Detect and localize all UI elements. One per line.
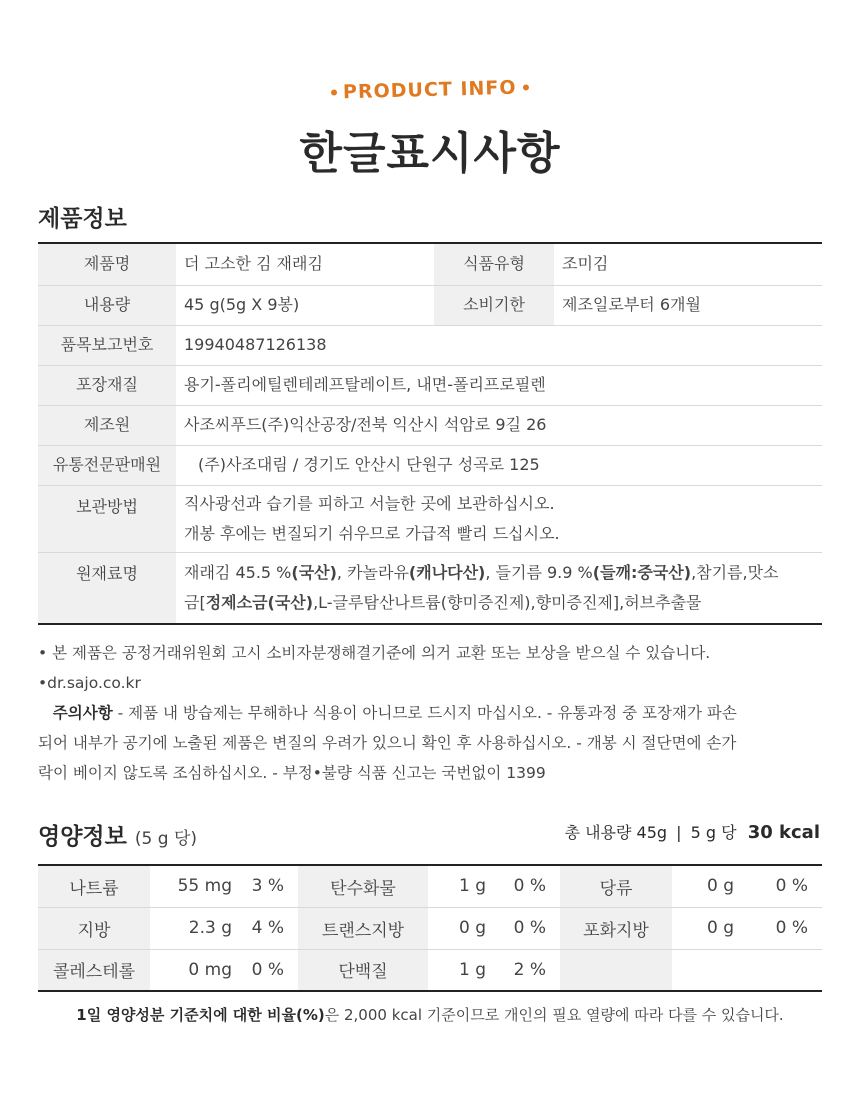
empty-cell [742, 949, 822, 991]
ingredient-origin: (국산) [291, 562, 337, 582]
ingredient-text: , 카놀라유 [336, 562, 409, 582]
nutrient-label: 포화지방 [560, 907, 672, 949]
total-amount: 총 내용량 45g [564, 823, 668, 842]
ingredient-origin: (들깨:중국산) [592, 562, 692, 582]
nutrient-value: 0 mg [188, 959, 232, 980]
type-value: 조미김 [554, 243, 822, 285]
nutrition-title: 영양정보 [38, 824, 127, 850]
caution-line [38, 698, 828, 728]
dot-icon [331, 89, 337, 95]
nutrient-label: 단백질 [298, 949, 428, 991]
notice-line: • 본 제품은 공정거래위원회 고시 소비자분쟁해결기준에 의거 교환 또는 보상을 받으실 수 있습니다. [38, 644, 711, 662]
nutrient-percent: 0 % [251, 959, 284, 980]
caution-label: 주의사항 [52, 704, 113, 722]
nutrient-value: 55 mg [150, 865, 240, 907]
maker-label: 제조원 [38, 405, 176, 445]
nutrient-percent: 0 % [494, 907, 560, 949]
ingredient-text: , 들기름 9.9 % [485, 562, 593, 582]
nutrient-value: 1 g [458, 959, 486, 980]
packaging-value: 용기-폴리에틸렌테레프탈레이트, 내면-폴리프로필렌 [176, 365, 822, 405]
product-info-eyebrow [331, 76, 529, 103]
nutrient-value: 0 g [672, 907, 742, 949]
nutrient-percent: 3 % [240, 865, 298, 907]
table-row [38, 552, 822, 624]
report-label: 품목보고번호 [38, 325, 176, 365]
expiry-label: 소비기한 [434, 285, 554, 325]
ingredients-label: 원재료명 [38, 552, 176, 624]
ingredient-text: 재래김 45.5 % [184, 562, 292, 582]
table-row [38, 325, 822, 365]
nutrient-label: 콜레스테롤 [38, 949, 150, 991]
storage-value [176, 485, 822, 552]
website-line: •dr.sajo.co.kr [38, 674, 141, 692]
nutrient-percent: 0 % [742, 907, 822, 949]
storage-line: 직사광선과 습기를 피하고 서늘한 곳에 보관하십시오. [184, 493, 555, 513]
type-label: 식품유형 [434, 243, 554, 285]
caution-line: 락이 베이지 않도록 조심하십시오. - 부정•불량 식품 신고는 국번없이 1399 [38, 764, 546, 782]
table-row [38, 949, 822, 991]
packaging-label: 포장재질 [38, 365, 176, 405]
report-value: 19940487126138 [176, 325, 822, 365]
nutrition-footnote [0, 1004, 860, 1025]
ingredient-text: ,참기름,맛소 [691, 562, 779, 582]
ingredient-text: 금[ [184, 592, 206, 612]
maker-value: 사조씨푸드(주)익산공장/전북 익산시 석암로 9길 26 [176, 405, 822, 445]
content-value: 45 g(5g X 9봉) [176, 285, 434, 325]
storage-line: 개봉 후에는 변질되기 쉬우므로 가급적 빨리 드십시오. [184, 523, 560, 543]
ingredient-text: ,L-글루탐산나트륨(향미증진제),향미증진제],허브추출물 [313, 592, 702, 612]
name-label: 제품명 [38, 243, 176, 285]
storage-label: 보관방법 [38, 485, 176, 552]
ingredients-line [184, 558, 822, 588]
caution-line: 되어 내부가 공기에 노출된 제품은 변질의 우려가 있으니 확인 후 사용하십시오. - 개봉 시 절단면에 손가 [38, 734, 737, 752]
nutrition-serving: (5 g 당) [134, 829, 197, 849]
page-header [0, 78, 860, 181]
dot-icon [523, 84, 529, 90]
ingredient-origin: (캐나다산) [408, 562, 486, 582]
footnote-bold: 1일 영양성분 기준치에 대한 비율(%) [76, 1006, 325, 1024]
empty-cell [672, 949, 742, 991]
nutrient-percent: 0 % [494, 865, 560, 907]
total-serving: 5 g 당 [690, 823, 737, 842]
nutrient-label: 나트륨 [38, 865, 150, 907]
footnote-text: 은 2,000 kcal 기준이므로 개인의 필요 열량에 따라 다를 수 있습니다. [324, 1006, 784, 1024]
ingredients-value [176, 552, 822, 624]
name-value: 더 고소한 김 재래김 [176, 243, 434, 285]
nutrition-total [565, 820, 820, 843]
nutrient-label: 지방 [38, 907, 150, 949]
table-row [38, 865, 822, 907]
table-row [38, 405, 822, 445]
product-section-title: 제품정보 [38, 206, 127, 232]
nutrient-label: 트랜스지방 [298, 907, 428, 949]
eyebrow-text: PRODUCT INFO [342, 76, 518, 104]
empty-label-cell [560, 949, 672, 991]
nutrient-label: 당류 [560, 865, 672, 907]
nutrient-value: 0 g [672, 865, 742, 907]
nutrient-percent: 0 % [742, 865, 822, 907]
nutrient-value: 0 g [428, 907, 494, 949]
page-title: 한글표시사항 [299, 128, 561, 179]
distributor-value: (주)사조대림 / 경기도 안산시 단원구 성곡로 125 [176, 445, 822, 485]
ingredient-origin: 정제소금(국산) [205, 592, 314, 612]
ingredients-line [184, 588, 822, 618]
content-label: 내용량 [38, 285, 176, 325]
nutrient-percent: 2 % [513, 959, 546, 980]
total-separator: | [676, 823, 682, 842]
table-row [38, 907, 822, 949]
table-row [38, 243, 822, 285]
nutrient-value: 2.3 g [150, 907, 240, 949]
expiry-value: 제조일로부터 6개월 [554, 285, 822, 325]
product-info-table [38, 242, 822, 625]
table-row [38, 485, 822, 552]
table-row [38, 285, 822, 325]
caution-text: - 제품 내 방습제는 무해하나 식용이 아니므로 드시지 마십시오. - 유통과정 중 포장재가 파손 [112, 704, 737, 722]
total-kcal: 30 kcal [747, 822, 820, 843]
distributor-label: 유통전문판매원 [38, 445, 176, 485]
nutrient-label: 탄수화물 [298, 865, 428, 907]
notice-block [38, 638, 828, 788]
nutrient-value: 1 g [428, 865, 494, 907]
nutrition-section-title [38, 818, 197, 851]
nutrition-table [38, 864, 822, 992]
table-row [38, 365, 822, 405]
nutrient-percent: 4 % [240, 907, 298, 949]
table-row [38, 445, 822, 485]
